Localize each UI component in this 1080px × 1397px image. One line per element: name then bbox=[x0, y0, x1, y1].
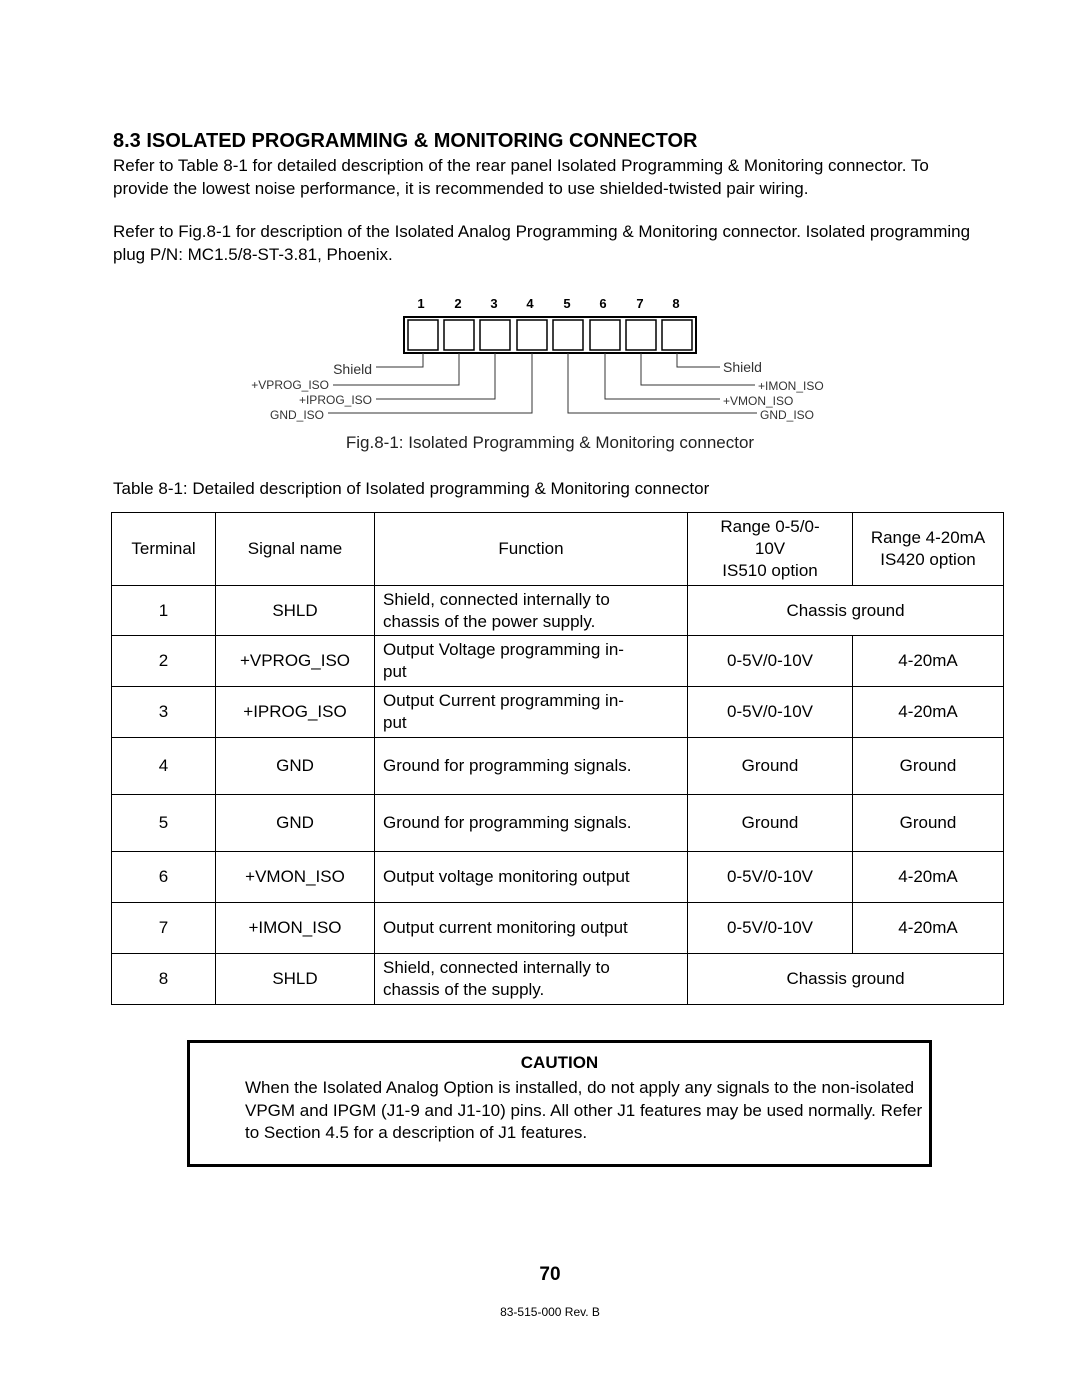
terminal-cell: 4 bbox=[112, 738, 216, 795]
terminal-cell: 5 bbox=[112, 795, 216, 852]
range-merged-cell: Chassis ground bbox=[688, 954, 1004, 1005]
header-function: Function bbox=[375, 513, 688, 586]
terminal-cell: 8 bbox=[112, 954, 216, 1005]
range-current-cell: 4-20mA bbox=[853, 852, 1004, 903]
signal-cell: SHLD bbox=[216, 954, 375, 1005]
right-label: +IMON_ISO bbox=[758, 379, 824, 393]
signal-cell: +IPROG_ISO bbox=[216, 687, 375, 738]
connector-table bbox=[111, 512, 1004, 1005]
table-row bbox=[112, 795, 1004, 852]
signal-cell: +VPROG_ISO bbox=[216, 636, 375, 687]
function-cell: Output current monitoring output bbox=[375, 903, 688, 954]
right-label: +VMON_ISO bbox=[723, 394, 794, 408]
section-heading: 8.3 ISOLATED PROGRAMMING & MONITORING CONNECTOR bbox=[113, 130, 698, 152]
range-voltage-cell: 0-5V/0-10V bbox=[688, 636, 853, 687]
range-current-cell: 4-20mA bbox=[853, 903, 1004, 954]
range-current-cell: 4-20mA bbox=[853, 636, 1004, 687]
header-signal: Signal name bbox=[216, 513, 375, 586]
function-cell bbox=[375, 636, 688, 687]
header-range-current-line1: Range 4-20mA bbox=[870, 528, 986, 547]
document-number: 83-515-000 Rev. B bbox=[500, 1305, 600, 1319]
range-voltage-cell: 0-5V/0-10V bbox=[688, 903, 853, 954]
header-range-current bbox=[853, 513, 1004, 586]
function-line: Output Voltage programming in- bbox=[383, 640, 624, 659]
signal-cell: +IMON_ISO bbox=[216, 903, 375, 954]
function-cell: Ground for programming signals. bbox=[375, 795, 688, 852]
pin-number: 3 bbox=[490, 296, 498, 311]
signal-cell: GND bbox=[216, 795, 375, 852]
terminal-cell: 7 bbox=[112, 903, 216, 954]
connector-diagram bbox=[230, 288, 870, 433]
function-cell: Ground for programming signals. bbox=[375, 738, 688, 795]
caution-box bbox=[187, 1040, 932, 1167]
pin-number: 2 bbox=[454, 296, 462, 311]
header-terminal: Terminal bbox=[112, 513, 216, 586]
function-line: put bbox=[383, 662, 407, 681]
table-row bbox=[112, 903, 1004, 954]
pin-number: 1 bbox=[417, 296, 425, 311]
header-range-voltage-line2: 10V bbox=[754, 539, 786, 558]
function-line: Shield, connected internally to bbox=[383, 958, 610, 977]
left-label: GND_ISO bbox=[269, 408, 324, 422]
function-cell bbox=[375, 586, 688, 636]
header-range-voltage-line3: IS510 option bbox=[722, 561, 818, 580]
range-current-cell: Ground bbox=[853, 795, 1004, 852]
right-label: Shield bbox=[723, 359, 762, 375]
pin-number: 6 bbox=[599, 296, 607, 311]
header-range-voltage bbox=[688, 513, 853, 586]
function-cell: Output voltage monitoring output bbox=[375, 852, 688, 903]
connector-body bbox=[404, 317, 696, 353]
range-merged-cell: Chassis ground bbox=[688, 586, 1004, 636]
table-row bbox=[112, 852, 1004, 903]
function-line: chassis of the power supply. bbox=[383, 611, 596, 631]
caution-text: When the Isolated Analog Option is installed, do not apply any signals to the non-isolated VPGM and IPGM (J1-9 and J1-10) pins. All other J1 features may be used normally. Refer to Section 4.5 for a description of J1 features. bbox=[245, 1078, 923, 1142]
terminal-cell: 3 bbox=[112, 687, 216, 738]
function-line: chassis of the supply. bbox=[383, 980, 545, 999]
right-label: GND_ISO bbox=[760, 408, 815, 422]
table-row bbox=[112, 687, 1004, 738]
table-row bbox=[112, 586, 1004, 636]
figure-reference-paragraph: Refer to Fig.8-1 for description of the Isolated Analog Programming & Monitoring connector. Isolated programming plug P/N: MC1.5/8-ST-3.81, Phoenix. bbox=[113, 222, 971, 264]
pin-number: 5 bbox=[563, 296, 571, 311]
terminal-cell: 2 bbox=[112, 636, 216, 687]
pin-number: 7 bbox=[636, 296, 644, 311]
caution-title: CAUTION bbox=[520, 1053, 599, 1072]
signal-cell: SHLD bbox=[216, 586, 375, 636]
function-line: put bbox=[383, 713, 407, 732]
signal-cell: GND bbox=[216, 738, 375, 795]
range-voltage-cell: Ground bbox=[688, 738, 853, 795]
range-voltage-cell: Ground bbox=[688, 795, 853, 852]
range-current-cell: 4-20mA bbox=[853, 687, 1004, 738]
figure-caption: Fig.8-1: Isolated Programming & Monitoring connector bbox=[345, 433, 755, 452]
table-row bbox=[112, 954, 1004, 1005]
left-label: +VPROG_ISO bbox=[251, 378, 329, 392]
left-label: +IPROG_ISO bbox=[298, 393, 372, 407]
table-header-row bbox=[112, 513, 1004, 586]
function-cell bbox=[375, 954, 688, 1005]
table-caption: Table 8-1: Detailed description of Isolated programming & Monitoring connector bbox=[113, 479, 710, 498]
function-line: Shield, connected internally to bbox=[383, 589, 610, 609]
terminal-cell: 1 bbox=[112, 586, 216, 636]
range-voltage-cell: 0-5V/0-10V bbox=[688, 852, 853, 903]
table-row bbox=[112, 738, 1004, 795]
header-range-current-line2: IS420 option bbox=[880, 550, 976, 569]
page-number: 70 bbox=[539, 1264, 561, 1285]
terminal-cell: 6 bbox=[112, 852, 216, 903]
left-label: Shield bbox=[333, 361, 372, 377]
header-range-voltage-line1: Range 0-5/0- bbox=[720, 517, 820, 536]
range-voltage-cell: 0-5V/0-10V bbox=[688, 687, 853, 738]
function-line: Output Current programming in- bbox=[383, 691, 624, 710]
pin-number: 8 bbox=[672, 296, 680, 311]
range-current-cell: Ground bbox=[853, 738, 1004, 795]
table-row bbox=[112, 636, 1004, 687]
function-cell bbox=[375, 687, 688, 738]
intro-paragraph: Refer to Table 8-1 for detailed description of the rear panel Isolated Programming & Monitoring connector. To provide the lowest noise performance, it is recommended to use shielded-twisted pair wiring. bbox=[113, 156, 929, 198]
signal-cell: +VMON_ISO bbox=[216, 852, 375, 903]
pin-number: 4 bbox=[526, 296, 534, 311]
